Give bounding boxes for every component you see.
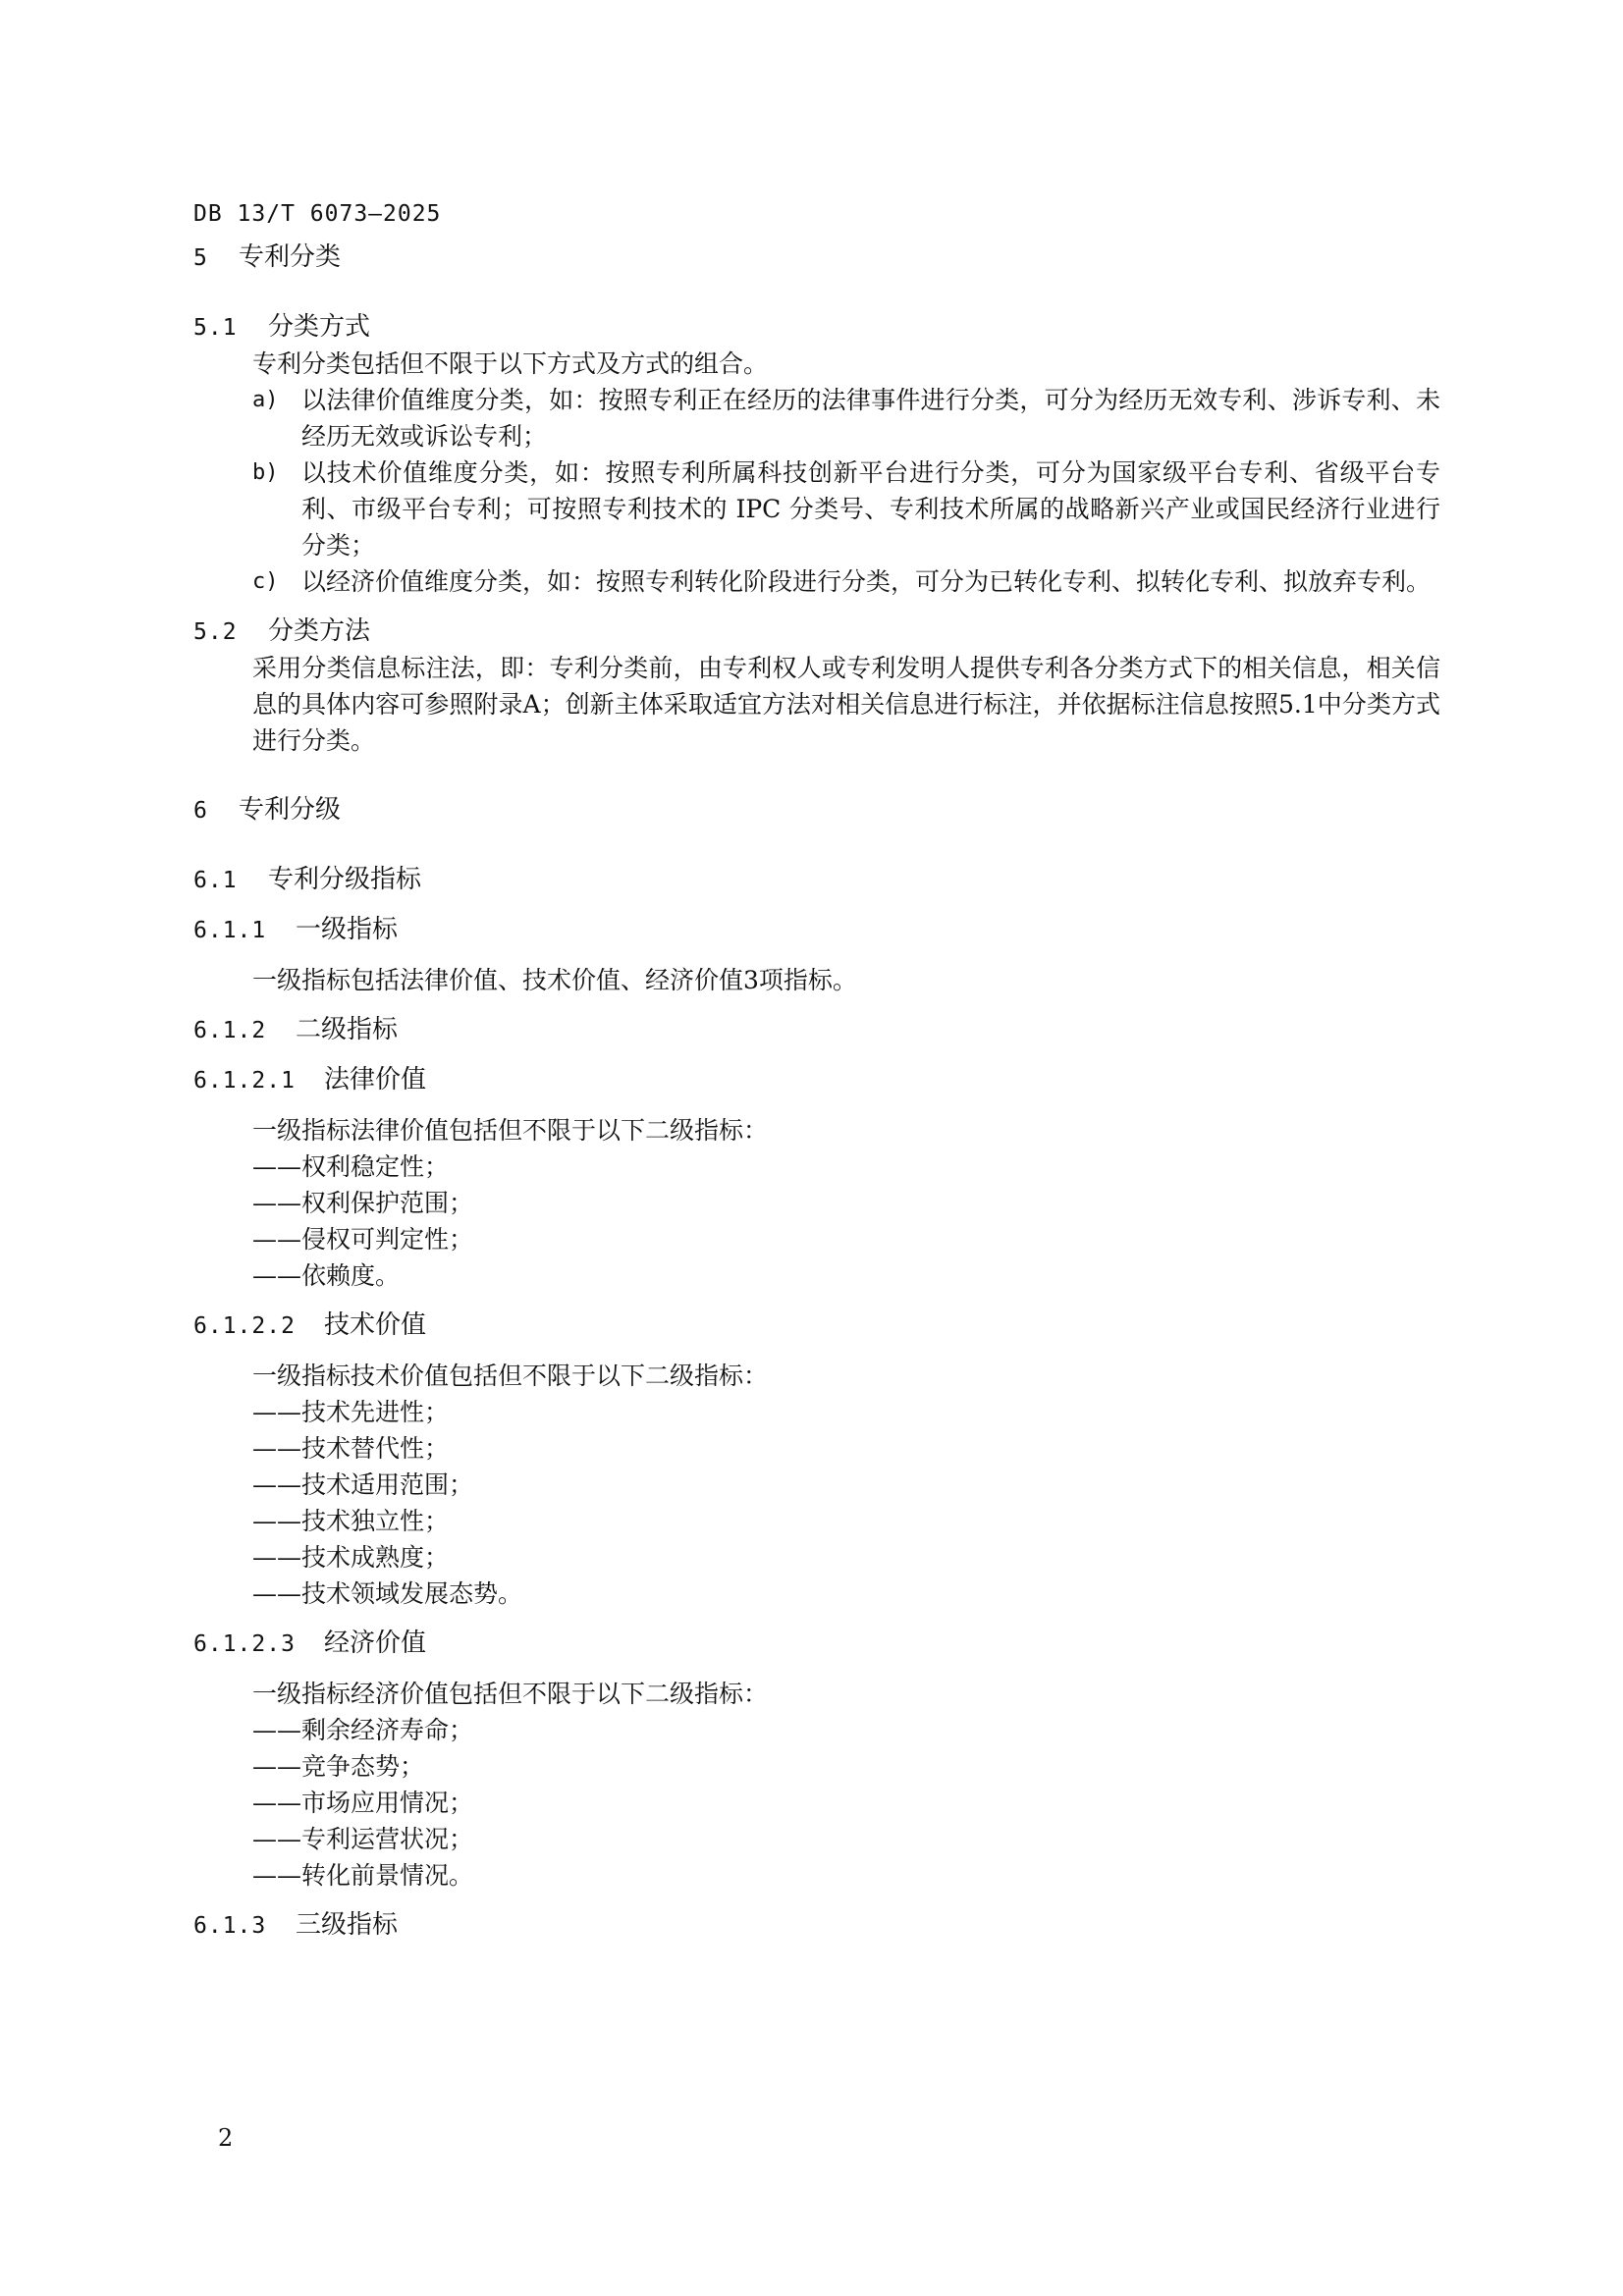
section-number: 6.1.2 bbox=[193, 1018, 267, 1043]
section-6-1-2-1-heading bbox=[193, 1062, 1440, 1098]
dash-list-item: ——市场应用情况； bbox=[252, 1789, 474, 1817]
section-6-1-1-heading bbox=[193, 912, 1440, 948]
list-item bbox=[193, 454, 1440, 563]
dash-list-item: ——侵权可判定性； bbox=[252, 1225, 474, 1254]
dash-list-item: ——技术适用范围； bbox=[252, 1470, 474, 1499]
section-6-heading bbox=[193, 792, 1440, 828]
list-item-text: 以技术价值维度分类，如：按照专利所属科技创新平台进行分类，可分为国家级平台专利、省级平台专利、市级平台专利；可按照专利技术的 IPC 分类号、专利技术所属的战略新兴产业或国民经济行业进行分类； bbox=[301, 458, 1440, 560]
section-5-1-heading bbox=[193, 309, 1440, 346]
paragraph: 采用分类信息标注法，即：专利分类前，由专利权人或专利发明人提供专利各分类方式下的相关信息，相关信息的具体内容可参照附录A；创新主体采取适宜方法对相关信息进行标注，并依据标注信息按照5.1中分类方式进行分类。 bbox=[252, 654, 1440, 755]
list-marker: b) bbox=[252, 460, 279, 485]
section-title: 法律价值 bbox=[324, 1065, 427, 1095]
section-number: 6 bbox=[193, 798, 208, 824]
section-number: 6.1 bbox=[193, 868, 238, 893]
section-5-heading bbox=[193, 240, 1440, 276]
dash-list-item: ——权利保护范围； bbox=[252, 1189, 474, 1217]
section-title: 分类方式 bbox=[268, 312, 371, 342]
paragraph: 专利分类包括但不限于以下方式及方式的组合。 bbox=[252, 349, 769, 378]
section-title: 专利分级指标 bbox=[268, 865, 422, 894]
list-item-text: 以法律价值维度分类，如：按照专利正在经历的法律事件进行分类，可分为经历无效专利、涉诉专利、未经历无效或诉讼专利； bbox=[301, 386, 1440, 451]
dash-list-item: ——技术替代性； bbox=[252, 1434, 450, 1463]
list-marker: a) bbox=[252, 388, 279, 412]
paragraph: 一级指标法律价值包括但不限于以下二级指标： bbox=[252, 1116, 769, 1145]
section-title: 分类方法 bbox=[268, 616, 371, 646]
section-6-1-3-heading bbox=[193, 1907, 1440, 1944]
list-marker: c) bbox=[252, 569, 279, 594]
paragraph: 一级指标包括法律价值、技术价值、经济价值3项指标。 bbox=[252, 966, 857, 994]
section-title: 专利分级 bbox=[239, 795, 342, 825]
list-item-text: 以经济价值维度分类，如：按照专利转化阶段进行分类，可分为已转化专利、拟转化专利、拟放弃专利。 bbox=[301, 567, 1432, 596]
paragraph: 一级指标经济价值包括但不限于以下二级指标： bbox=[252, 1680, 769, 1708]
section-title: 专利分类 bbox=[239, 242, 342, 272]
list-item bbox=[193, 563, 1440, 600]
section-number: 6.1.2.1 bbox=[193, 1068, 296, 1094]
dash-list-item: ——技术先进性； bbox=[252, 1398, 450, 1426]
dash-list-item: ——技术成熟度； bbox=[252, 1543, 450, 1572]
section-title: 三级指标 bbox=[296, 1910, 399, 1940]
document-body bbox=[193, 240, 1440, 1944]
section-title: 经济价值 bbox=[324, 1629, 427, 1658]
dash-list-item: ——技术独立性； bbox=[252, 1507, 450, 1535]
section-6-1-2-3-heading bbox=[193, 1626, 1440, 1662]
paragraph: 一级指标技术价值包括但不限于以下二级指标： bbox=[252, 1362, 769, 1390]
section-title: 二级指标 bbox=[296, 1015, 399, 1044]
section-5-2-heading bbox=[193, 614, 1440, 650]
dash-list-item: ——权利稳定性； bbox=[252, 1152, 450, 1181]
section-6-1-heading bbox=[193, 862, 1440, 898]
section-6-1-2-2-heading bbox=[193, 1308, 1440, 1344]
dash-list-item: ——技术领域发展态势。 bbox=[252, 1579, 523, 1608]
list-item bbox=[193, 382, 1440, 454]
section-title: 一级指标 bbox=[296, 915, 399, 944]
section-number: 5.1 bbox=[193, 315, 238, 341]
section-number: 6.1.2.2 bbox=[193, 1313, 296, 1339]
dash-list-item: ——依赖度。 bbox=[252, 1261, 401, 1290]
page-number: 2 bbox=[218, 2124, 234, 2152]
dash-list-item: ——专利运营状况； bbox=[252, 1825, 474, 1853]
section-title: 技术价值 bbox=[324, 1310, 427, 1340]
section-number: 6.1.1 bbox=[193, 918, 267, 943]
dash-list-item: ——竞争态势； bbox=[252, 1752, 425, 1781]
section-number: 5 bbox=[193, 245, 208, 271]
section-6-1-2-heading bbox=[193, 1012, 1440, 1048]
section-number: 5.2 bbox=[193, 619, 238, 645]
document-code: DB 13/T 6073—2025 bbox=[193, 201, 442, 227]
section-number: 6.1.2.3 bbox=[193, 1631, 296, 1657]
section-number: 6.1.3 bbox=[193, 1913, 267, 1939]
dash-list-item: ——剩余经济寿命； bbox=[252, 1716, 474, 1744]
dash-list-item: ——转化前景情况。 bbox=[252, 1861, 474, 1890]
